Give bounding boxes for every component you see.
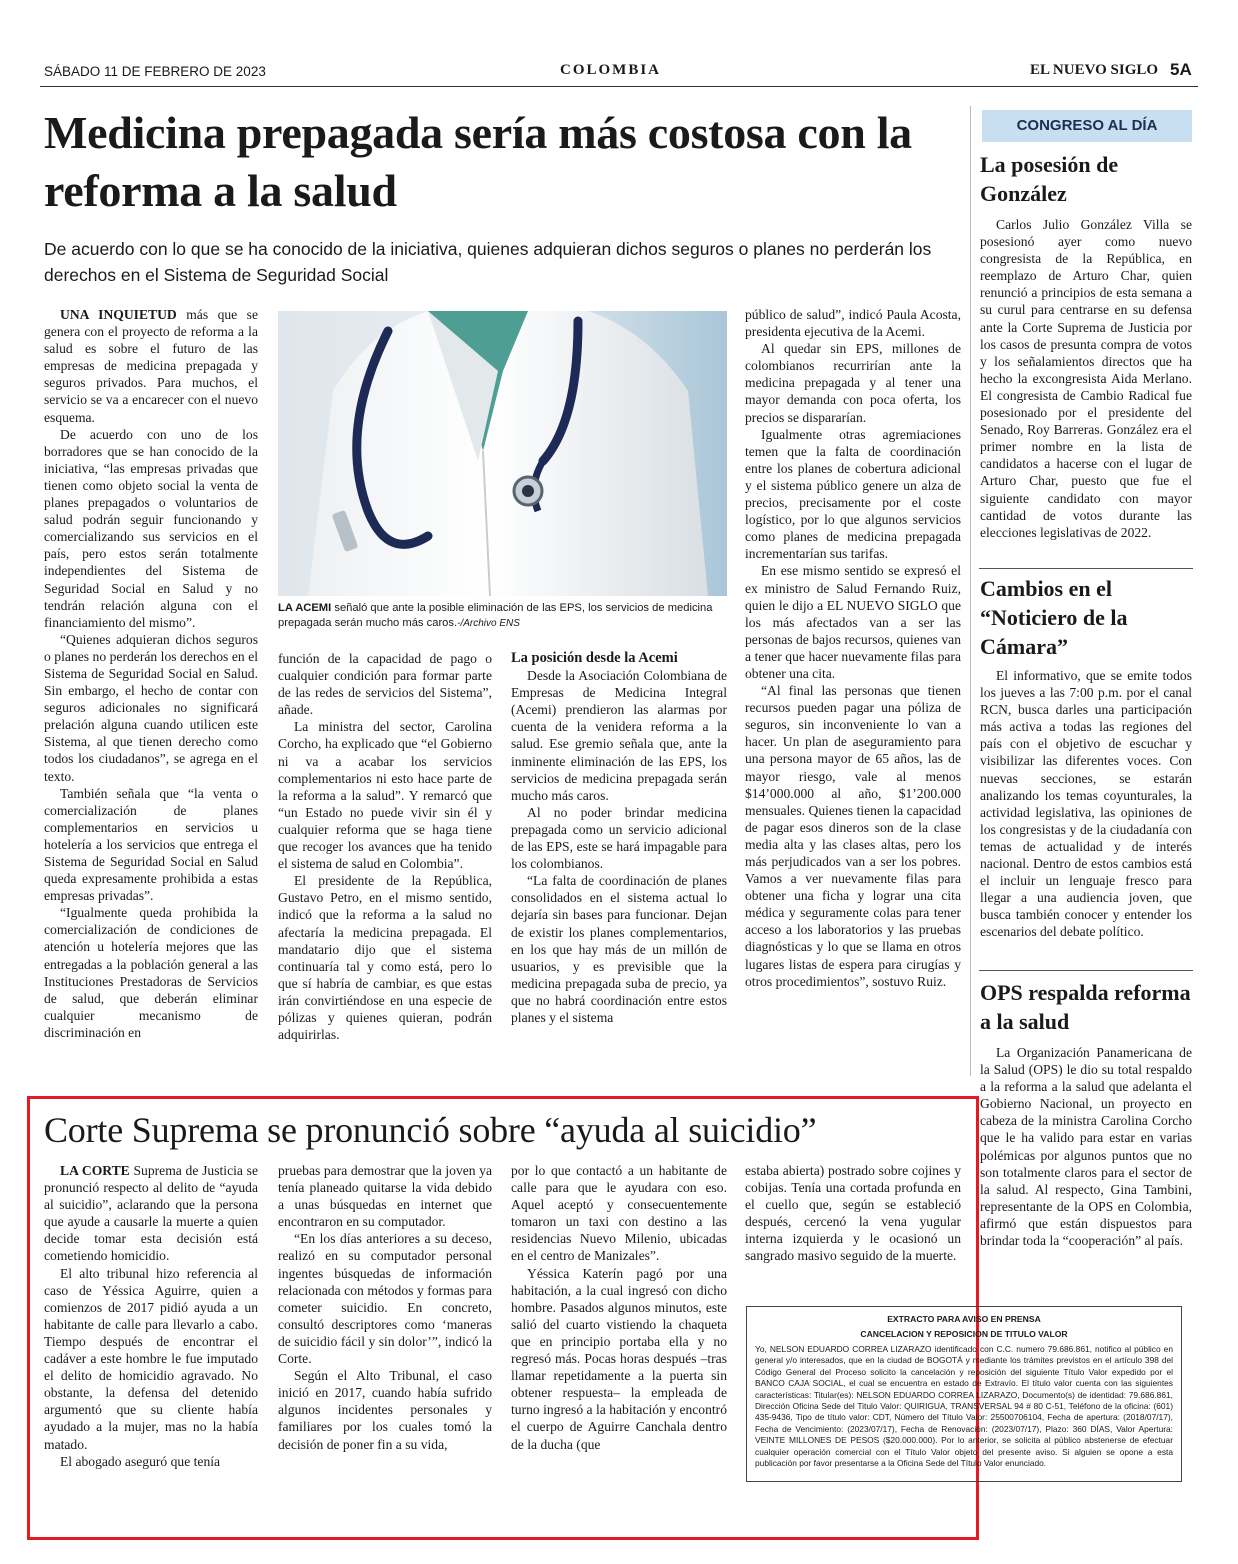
caption-text: señaló que ante la posible eliminación de las EPS, los servicios de medicina prepagada serán mucho más caros. [278,602,713,629]
main-col4-p4: “Al final las personas que tienen recursos pueden pagar una póliza de seguros, sin inconveniente lo van a hacer. Un plan de aseguramiento para una persona mayor de 65 años, las de mayor riesgo, vale al menos $14’000.000 al año, $1’200.000 mensuales. Quienes tienen la capacidad de pagar esos dineros son de la clase media alta y las clases altas, pero los más perjudicados van a ser los pobres. Vamos a ver nuevamente filas para obtener una ficha y lograr una cita médica y seguramente colas para tener acceso a los laboratorios y las pruebas diagnósticas y lo que se llama en otros lugares listas de espera para cirugías y otros procedimientos”, sostuvo Ruiz. [745,683,961,989]
main-headline: Medicina prepagada sería más costosa con la reforma a la salud [44,107,912,216]
main-col1-p2: “Quienes adquieran dichos seguros o planes no perderán los derechos en el Sistema de Seguridad Social en Salud. Sin embargo, el hecho de contar con seguros adicionales no significará prelación alguna cuando utilicen este Sistema, al que tienen derecho como todos los ciudadanos”, se agrega en el texto. [44,631,258,784]
second-col-2 [278,1162,492,1453]
second-col-3 [511,1162,727,1453]
sidebar-divider [970,106,971,1076]
second-col4-p0: estaba abierta) postrado sobre cojines y cobijas. Tenía una cortada profunda en el cuello que, según se estableció después, cercenó la vena yugular interna izquierda y le ocasionó un sangrado masivo seguido de la muerte. [745,1163,961,1264]
doctor-photo-illustration [278,311,727,596]
doctor-stethoscope-photo [278,311,727,596]
main-col1-p3: También señala que “la venta o comercialización de planes complementarios en servicios u hotelería a los servicios que entrega el Sistema de Seguridad Social en Salud queda expresamente prohibida a estas empresas privadas”. [44,785,258,904]
main-col3-p0: Desde la Asociación Colombiana de Empresas de Medicina Integral (Acemi) prendieron las alarmas por cuenta de la venidera reforma a la salud. Ese gremio señala que, ante la inminente eliminación de las EPS, los servicios de medicina prepagada serán mucho más caros. [511,668,727,803]
caption-lead: LA ACEMI [278,602,332,614]
second-col1-p2: El abogado aseguró que tenía [60,1453,221,1469]
main-col2-p1: La ministra del sector, Carolina Corcho, ha explicado que “el Gobierno ni va a acabar los servicios complementarios ni esto hace parte de la reforma a la salud”. Y remarcó que “un Estado no puede vivir sin él y cualquier reforma que se haga tiene que recoger los avances que ha tenido el sistema de salud en Colombia”. [278,719,492,872]
legal-notice [746,1306,1182,1482]
second-col3-p1: Yéssica Katerín pagó por una habitación, a la cual ingresó con dicho hombre. Pasados algunos minutos, este salió del cuarto vistiendo la chaqueta que en principio portaba ella y no regresó más. Pocas horas después –tras llamar repetidamente a la puerta sin obtener respuesta– la empleada de turno ingresó a la habitación y encontró el cuerpo de Aguirre Canchala dentro de la ducha (que [511,1265,727,1452]
main-col4-p2: Igualmente otras agremiaciones temen que la falta de coordinación entre los planes de cobertura adicional y el sistema público genere un alza de precios, precisamente por el coste logístico, por lo que algunos servicios como planes de medicina prepagada incrementarían sus tarifas. [745,426,961,562]
sidebar-item-2-body [980,667,1192,941]
second-lead-in: LA CORTE [60,1163,130,1178]
second-col-4 [745,1162,961,1265]
main-col4-p1: Al quedar sin EPS, millones de colombianos recurrirían ante la medicina prepagada y al tener una mayor demanda con poca oferta, los precios se dispararían. [745,341,961,425]
photo-caption [278,601,727,631]
sidebar-item-1-body [980,216,1192,541]
second-col2-p2: Según el Alto Tribunal, el caso inició en 2017, cuando había sufrido algunos incidentes personales y familiares por los cuales tomó la decisión de poner fin a su vida, [278,1368,492,1452]
main-col1-p1: De acuerdo con uno de los borradores que se han conocido de la iniciativa, “las empresas privadas que tienen como objeto social la venta de planes prepagados o voluntarios de salud podrán seguir funcionando y comercializando sus servicios en el país, pero estos serán totalmente independientes del Sistema de Seguridad Social en Salud y no tendrán relación alguna con el financiamiento del mismo”. [44,426,258,630]
notice-body: Yo, NELSON EDUARDO CORREA LIZARAZO identificado con C.C. numero 79.686.861, notifico al público en general y/o interesados, que en la ciudad de BOGOTÁ y mediante los trámites previstos en el artículo 398 del Código General del Proceso solicito la cancelación y reposición del siguiente Título Valor expedido por el BANCO CAJA SOCIAL, el cual se encuentra en estado de Extravío. El título valor cuenta con las siguientes características: Titular(es): NELSON EDUARDO CORREA LIZARAZO, Documento(s) de identidad: 79.686.861, Dirección Oficina Sede del Titulo Valor: QUIRIGUA, TRANSVERSAL 94 # 80 C-51, Teléfono de la oficina: (601) 435-9436, Tipo de título valor: CDT, Número del Título Valor: 25500706104, Fecha de apertura: (2018/07/17), Fecha de Vencimiento: (2023/07/17), Fecha de Renovación: (2023/07/17), Plazo: 360 DÍAS, Valor Apertura: VEINTE MILLONES DE PESOS ($20.000.000). Por lo anterior, se solicita al público abstenerse de efectuar cualquier operación comercial con el Título Valor objeto del presente aviso. Si alguien se opone a esta publicación por favor presentarse a la Oficina Sede del Título Valor enunciado. [755,1344,1173,1469]
notice-title-2: CANCELACION Y REPOSICION DE TITULO VALOR [860,1329,1068,1339]
acemi-subhead: La posición desde la Acemi [511,650,678,666]
main-deck: De acuerdo con lo que se ha conocido de la iniciativa, quienes adquieran dichos seguros o planes no perderán los derechos en el Sistema de Seguridad Social [44,239,932,285]
caption-credit: -/Archivo ENS [457,618,520,629]
sidebar-item-1 [980,150,1192,541]
main-col3-p2: “La falta de coordinación de planes consolidados en el sistema actual lo dejaría sin bases para funcionar. Dejan de existir los planes complementarios, en los que hay más de un millón de usuarios, y es previsible que la medicina prepagada suba de precio, ya que no habrá coordinación entre estos planes y el sistema [511,873,727,1025]
sidebar-item-2-text: El informativo, que se emite todos los jueves a las 7:00 p.m. por el canal RCN, busca darles una participación más activa a todas las regiones del país con el objetivo de escuchar y visibilizar las diferentes voces. Con nuevas secciones, se estarán analizando los temas coyunturales, la actividad legislativa, las opiniones de los congresistas y de la ciudadanía con temas de actualidad y de interés nacional. Dentro de estos cambios está el incluir un lenguaje fresco para llegar a una audiencia joven, que busca también conocer y entender los escenarios del debate político. [980,668,1192,940]
main-col-4 [745,306,961,990]
second-col1-p0: Suprema de Justicia se pronunció respecto al delito de “ayuda al suicidio”, aclarando que la persona que ayude a causarle la muerte a quien decide tomar esta decisión está cometiendo homicidio. [44,1163,258,1264]
newspaper-brand: EL NUEVO SIGLO [1030,62,1159,78]
sidebar-item-3-title: OPS respalda reforma a la salud [980,980,1191,1034]
main-col1-p4: “Igualmente queda prohibida la comercialización de condiciones de atención u hotelería mejores que las entregadas a la población general a las Instituciones Prestadoras de Servicios de salud, que deberán eliminar cualquier mecanismo de discriminación en [44,905,258,1040]
notice-title-1: EXTRACTO PARA AVISO EN PRENSA [887,1314,1041,1324]
sidebar-item-3-text: La Organización Panamericana de la Salud (OPS) le dio su total respaldo a la reforma a la salud que adelanta el Gobierno Nacional, un proyecto en cabeza de la ministra Carolina Corcho que le ha valido para estar en varias polémicas por algunos puntos que no son totalmente claros para el sector de la salud. Al respecto, Gina Tambini, representante de la OPS en Colombia, afirmó que están dispuestos para brindar toda la “cooperación” al país. [980,1045,1192,1249]
main-col2-p0: función de la capacidad de pago o cualquier condición para formar parte de las redes de servicios del Sistema”, añade. [278,651,492,718]
sidebar-item-3 [980,978,1192,1249]
sidebar-item-3-body [980,1044,1192,1249]
sidebar-rule-1 [979,568,1193,569]
page-number: 5A [1170,60,1192,79]
second-col3-p0: por lo que contactó a un habitante de calle para que le ayudara con eso. Aquel aceptó y consecuentemente tomaron un taxi con destino a las residencias Nuevo Milenio, ubicadas en el centro de Manizales”. [511,1163,727,1264]
section-name: COLOMBIA [560,62,662,78]
congreso-tag: CONGRESO AL DÍA [982,110,1192,142]
header-rule [40,86,1198,87]
main-col4-p0: público de salud”, indicó Paula Acosta, presidenta ejecutiva de la Acemi. [745,307,961,340]
second-col2-p0: pruebas para demostrar que la joven ya tenía planeado quitarse la vida debido a unas búsquedas en internet que encontraron en su computador. [278,1163,492,1230]
main-lead-in: UNA INQUIETUD [60,307,177,322]
sidebar-item-2 [980,574,1192,941]
second-col-1 [44,1162,258,1470]
main-col-1 [44,306,258,1041]
sidebar-item-2-title: Cambios en el “Noticiero de la Cámara” [980,576,1128,659]
sidebar-rule-2 [979,970,1193,971]
edition-date: SÁBADO 11 DE FEBRERO DE 2023 [44,64,266,79]
sidebar-item-1-title: La posesión de González [980,152,1119,206]
second-headline: Corte Suprema se pronunció sobre “ayuda al suicidio” [44,1110,817,1150]
main-col1-p0: más que se genera con el proyecto de reforma a la salud es sobre el futuro de las empresas de medicina prepagada y seguros privados. Para muchos, el servicio se va a encarecer con el nuevo esquema. [44,307,259,425]
main-col4-p3: En ese mismo sentido se expresó el ex ministro de Salud Fernando Ruiz, quien le dijo a EL NUEVO SIGLO que los más afectados van a ser las personas de bajos recursos, quienes van a tener que hacer nuevamente filas para obtener una cita. [745,563,961,681]
main-col3-p1: Al no poder brindar medicina prepagada como un servicio adicional de las EPS, este se hará impagable para los colombianos. [511,804,727,872]
second-col2-p1: “En los días anteriores a su deceso, realizó en su computador personal ingentes búsquedas de información relacionada con métodos y formas para cometer suicidio. En concreto, consultó descriptores como ‘maneras de suicidio fácil y sin dolor’”, indicó la Corte. [278,1231,492,1367]
main-col2-p2: El presidente de la República, Gustavo Petro, en el mismo sentido, indicó que la reforma a la salud no afectaría la medicina prepagada. El mandatario dijo que el sistema continuaría tal y como está, pero lo que sí habría de cambiar, es que estas irán convirtiéndose en una especie de pólizas y quienes quieran, podrán adquirirlas. [278,873,492,1043]
sidebar-item-1-text: Carlos Julio González Villa se posesionó ayer como nuevo congresista de la República, en reemplazo de Arturo Char, quien renunció a principios de esta semana a su curul para centrarse en su defensa ante la Corte Suprema de Justicia por los casos de presunta compra de votos y los señalamientos directos que ha hecho la excongresista Aida Merlano. El congresista de Cambio Radical fue posesionado por el presidente del Senado, Roy Barreras. González era el primer nombre en la lista de candidatos a hacerse con el lugar de Arturo Char, puesto que fue el siguiente candidato con mayor cantidad de votos durante las elecciones legislativas de 2022. [980,217,1192,540]
main-col-3 [511,650,727,1026]
main-col-2 [278,650,492,1043]
second-col1-p1: El alto tribunal hizo referencia al caso de Yéssica Aguirre, quien a comienzos de 2017 pidió ayuda a un habitante de calle para llevarlo a cabo. Tiempo después de encontrar el cadáver a este hombre le fue imputado el delito de homicidio agravado. No obstante, la defensa del detenido argumentó que su cliente había ayudado a la mujer, mas no la había matado. [44,1265,258,1452]
